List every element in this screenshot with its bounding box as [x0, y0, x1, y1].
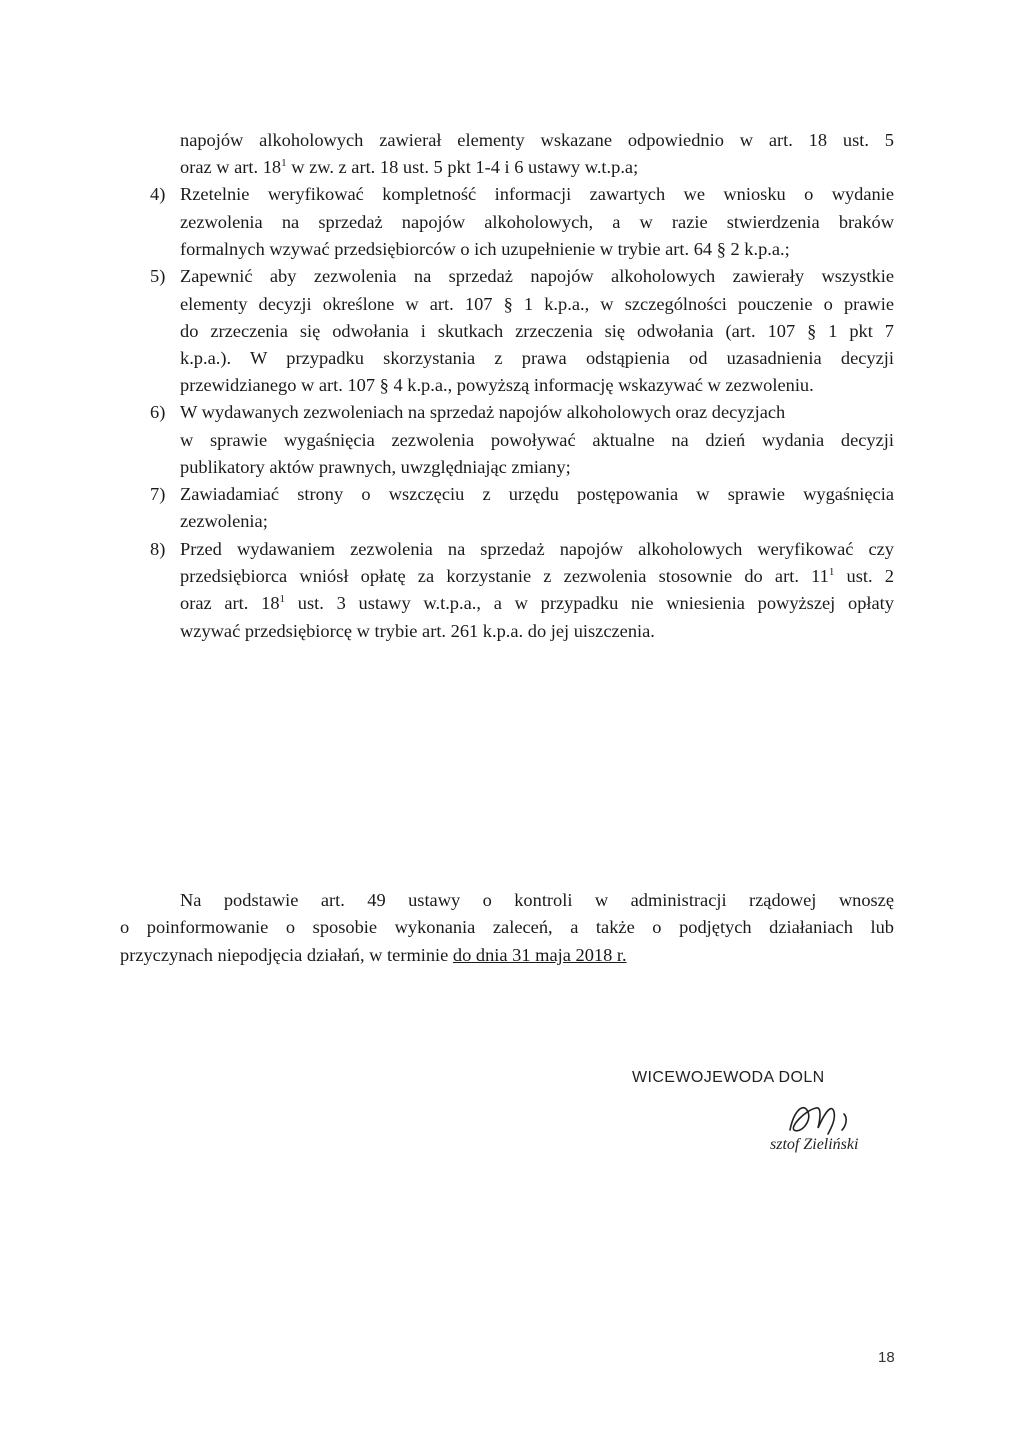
- continuation-line-1: napojów alkoholowych zawierał elementy wskazane odpowiednio w art. 18 ust. 5: [180, 130, 894, 150]
- item5-line-3: do zrzeczenia się odwołania i skutkach zrzeczenia się odwołania (art. 107 § 1 pkt 7: [180, 321, 894, 341]
- item-number-5: 5): [150, 266, 166, 286]
- superscript: 1: [281, 157, 287, 169]
- item4-line-2: zezwolenia na sprzedaż napojów alkoholowych, a w razie stwierdzenia braków: [180, 212, 894, 232]
- closing-line-1: Na podstawie art. 49 ustawy o kontroli w administracji rządowej wnoszę: [180, 890, 894, 910]
- item6-line-2: w sprawie wygaśnięcia zezwolenia powoływać aktualne na dzień wydania decyzji: [180, 430, 894, 450]
- item4-line-3: formalnych wzywać przedsiębiorców o ich uzupełnienie w trybie art. 64 § 2 k.p.a.;: [180, 239, 790, 259]
- item7-line-1: Zawiadamiać strony o wszczęciu z urzędu postępowania w sprawie wygaśnięcia: [180, 484, 894, 504]
- item-number-4: 4): [150, 184, 166, 204]
- text-segment: ust. 3 ustawy w.t.p.a., a w przypadku nie wniesienia powyższej opłaty: [285, 593, 894, 613]
- item6-line-1: W wydawanych zezwoleniach na sprzedaż napojów alkoholowych oraz decyzjach: [180, 402, 786, 422]
- item-number-6: 6): [150, 402, 166, 422]
- deadline-date: do dnia 31 maja 2018 r.: [452, 945, 627, 965]
- item5-line-4: k.p.a.). W przypadku skorzystania z prawa odstąpienia od uzasadnienia decyzji: [180, 348, 894, 368]
- item8-line-1: Przed wydawaniem zezwolenia na sprzedaż napojów alkoholowych weryfikować czy: [180, 539, 894, 559]
- item-number-7: 7): [150, 484, 166, 504]
- item6-line-3: publikatory aktów prawnych, uwzględniając zmiany;: [180, 457, 571, 477]
- text-segment: przedsiębiorca wniósł opłatę za korzystanie z zezwolenia stosownie do art. 11: [180, 566, 829, 586]
- text-segment: oraz w art. 18: [180, 157, 282, 177]
- continuation-line-2: [180, 158, 638, 176]
- superscript: 1: [828, 566, 835, 578]
- item7-line-2: zezwolenia;: [180, 511, 268, 531]
- item5-line-1: Zapewnić aby zezwolenia na sprzedaż napojów alkoholowych zawierały wszystkie: [180, 266, 894, 286]
- item-number-8: 8): [150, 539, 166, 559]
- item5-line-2: elementy decyzji określone w art. 107 § 1 k.p.a., w szczególności pouczenie o prawie: [180, 294, 894, 314]
- text-segment: w zw. z art. 18 ust. 5 pkt 1-4 i 6 ustawy w.t.p.a;: [286, 157, 639, 177]
- closing-line-2: o poinformowanie o sposobie wykonania zaleceń, a także o podjętych działaniach lub: [120, 917, 894, 937]
- superscript: 1: [279, 593, 286, 605]
- item4-line-1: Rzetelnie weryfikować kompletność informacji zawartych we wniosku o wydanie: [180, 184, 894, 204]
- text-segment: przyczynach niepodjęcia działań, w terminie: [120, 945, 453, 965]
- item8-line-4: wzywać przedsiębiorcę w trybie art. 261 k.p.a. do jej uiszczenia.: [180, 621, 655, 641]
- text-segment: ust. 2: [834, 566, 895, 586]
- item8-line-2: [180, 567, 894, 585]
- page-number: 18: [878, 1349, 895, 1366]
- signature-title: WICEWOJEWODA DOLN: [632, 1069, 825, 1086]
- item5-line-5: przewidzianego w art. 107 § 4 k.p.a., powyższą informację wskazywać w zezwoleniu.: [180, 375, 814, 395]
- item8-line-3: [180, 594, 894, 612]
- text-segment: oraz art. 18: [180, 593, 280, 613]
- signatory-name: sztof Zieliński: [770, 1136, 859, 1153]
- closing-line-3: [120, 946, 627, 964]
